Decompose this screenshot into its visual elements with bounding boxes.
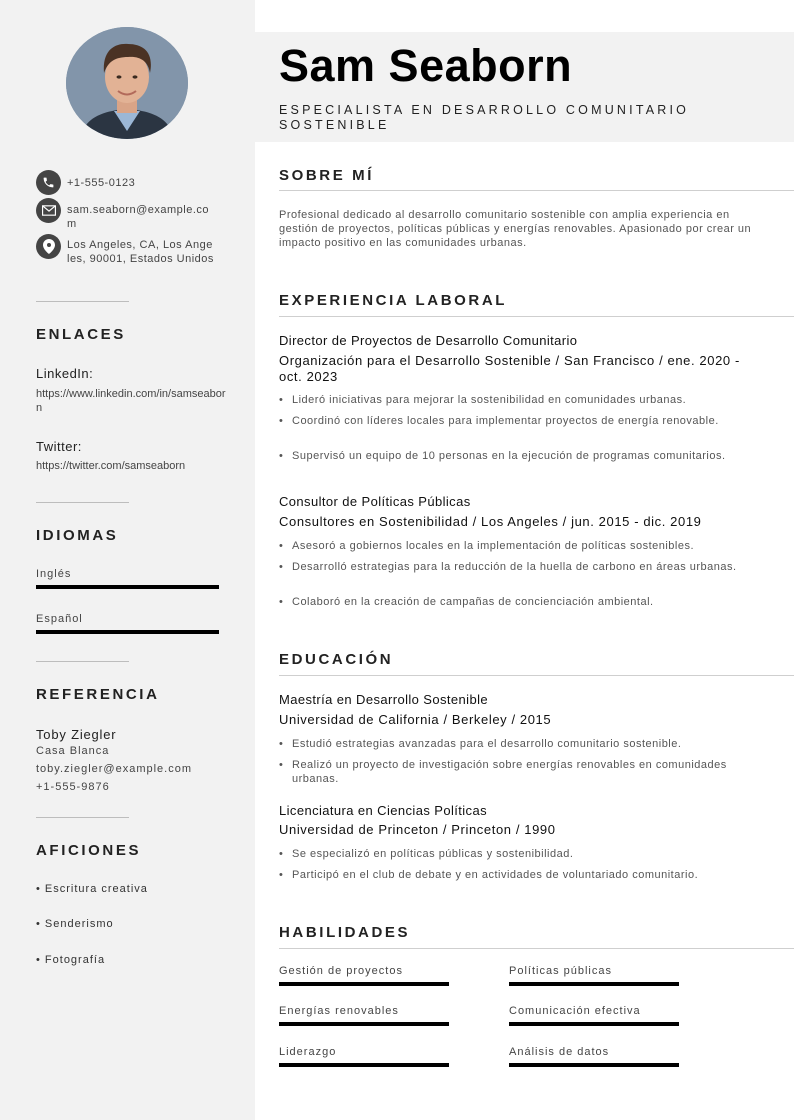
divider [36,301,129,302]
twitter-label: Twitter: [36,439,82,454]
skill-label: Análisis de datos [509,1046,610,1058]
hobby-item: • Escritura creativa [36,883,148,895]
email-text[interactable]: sam.seaborn@example.com [67,204,210,230]
reference-company: Casa Blanca [36,745,110,757]
job-bullet: • Colaboró en la creación de campañas de concienciación ambiental. [279,595,769,609]
education-bullet: • Estudió estrategias avanzadas para el desarrollo comunitario sostenible. [279,737,769,751]
education-school: Universidad de Princeton / Princeton / 1990 [279,822,556,837]
education-degree: Maestría en Desarrollo Sostenible [279,692,489,707]
reference-phone: +1-555-9876 [36,781,110,793]
skills-heading: HABILIDADES [279,924,411,941]
divider [36,661,129,662]
job-bullet: • Desarrolló estrategias para la reducción de la huella de carbono en áreas urbanas. [279,560,769,574]
job-org: Organización para el Desarrollo Sostenible / San Francisco / ene. 2020 - oct. 2023 [279,353,740,384]
sidebar [0,0,255,1120]
education-school: Universidad de California / Berkeley / 2015 [279,712,552,727]
contact-address [36,234,215,266]
hobby-item: • Senderismo [36,918,114,930]
skill-bar [509,1022,679,1026]
linkedin-label: LinkedIn: [36,366,94,381]
twitter-url[interactable]: https://twitter.com/samseaborn [36,460,186,472]
location-pin-icon [36,234,61,259]
section-rule [279,190,794,191]
candidate-name: Sam Seaborn [279,40,573,91]
job-bullet: • Coordinó con líderes locales para implementar proyectos de energía renovable. [279,414,769,428]
main-content [255,0,794,1120]
section-rule [279,948,794,949]
contact-email [36,198,215,231]
languages-heading: IDIOMAS [36,527,119,544]
mail-icon [36,198,61,223]
job-bullet: • Lideró iniciativas para mejorar la sostenibilidad en comunidades urbanas. [279,393,769,407]
skill-bar [509,1063,679,1067]
skill-label: Comunicación efectiva [509,1005,641,1017]
skill-bar [279,982,449,986]
skill-label: Políticas públicas [509,965,612,977]
phone-text: +1-555-0123 [67,177,136,189]
education-bullet: • Realizó un proyecto de investigación sobre energías renovables en comunidades urbanas. [279,758,769,786]
reference-name: Toby Ziegler [36,727,117,742]
experience-heading: EXPERIENCIA LABORAL [279,292,508,309]
phone-icon [36,170,61,195]
language-english-bar [36,585,219,589]
language-english: Inglés [36,568,72,580]
links-heading: ENLACES [36,326,126,343]
skill-bar [279,1063,449,1067]
job-bullet: • Supervisó un equipo de 10 personas en la ejecución de programas comunitarios. [279,449,769,463]
job-bullet: • Asesoró a gobiernos locales en la implementación de políticas sostenibles. [279,539,769,553]
address-text: Los Angeles, CA, Los Angeles, 90001, Estados Unidos [67,239,214,265]
divider [36,502,129,503]
hobbies-heading: AFICIONES [36,842,142,859]
profile-photo [66,27,188,139]
skill-label: Energías renovables [279,1005,399,1017]
education-degree: Licenciatura en Ciencias Políticas [279,803,487,818]
hobby-item: • Fotografía [36,954,106,966]
language-spanish-bar [36,630,219,634]
skill-label: Gestión de proyectos [279,965,403,977]
reference-heading: REFERENCIA [36,686,160,703]
education-bullet: • Participó en el club de debate y en actividades de voluntariado comunitario. [279,868,769,882]
about-heading: SOBRE MÍ [279,167,374,184]
job-role: Director de Proyectos de Desarrollo Comunitario [279,333,578,348]
section-rule [279,316,794,317]
divider [36,817,129,818]
job-role: Consultor de Políticas Públicas [279,494,471,509]
section-rule [279,675,794,676]
language-spanish: Español [36,613,83,625]
about-text: Profesional dedicado al desarrollo comunitario sostenible con amplia experiencia en gestión de proyectos, políticas públicas y energías renovables. Apasionado por crear un impacto positivo en las comunidades urbanas. [279,209,752,249]
education-heading: EDUCACIÓN [279,651,394,668]
skill-bar [279,1022,449,1026]
skill-bar [509,982,679,986]
reference-email[interactable]: toby.ziegler@example.com [36,763,193,775]
education-bullet: • Se especializó en políticas públicas y sostenibilidad. [279,847,769,861]
candidate-title: ESPECIALISTA EN DESARROLLO COMUNITARIO SOSTENIBLE [279,103,690,132]
contact-phone [36,170,215,195]
job-org: Consultores en Sostenibilidad / Los Angeles / jun. 2015 - dic. 2019 [279,514,702,529]
skill-label: Liderazgo [279,1046,337,1058]
linkedin-url[interactable]: https://www.linkedin.com/in/samseaborn [36,388,226,414]
